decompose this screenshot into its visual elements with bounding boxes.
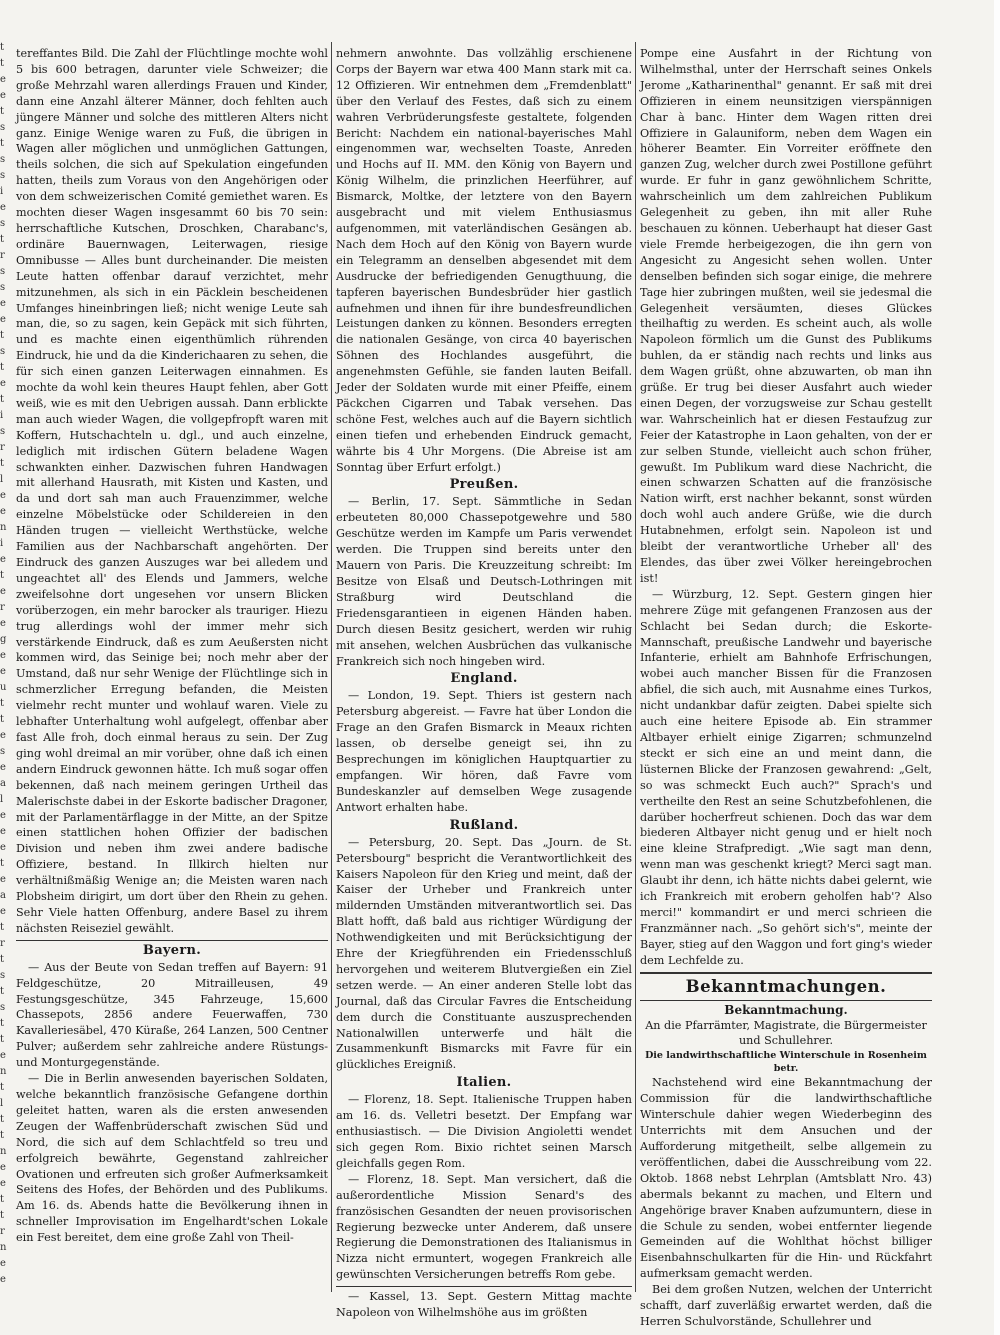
edge-char: i (0, 410, 4, 421)
section-divider (16, 940, 328, 941)
section-heading-bayern: Bayern. (142, 942, 202, 958)
edge-char: s (0, 970, 6, 981)
section-heading-russland: Rußland. (449, 817, 519, 833)
edge-char: e (0, 1162, 6, 1173)
edge-char: n (0, 522, 7, 533)
edge-char: e (0, 1274, 6, 1285)
edge-char: s (0, 218, 6, 229)
edge-char: a (0, 778, 6, 789)
edge-char: t (0, 394, 5, 405)
edge-char: t (0, 1082, 5, 1093)
edge-char: e (0, 842, 6, 853)
article-paragraph: — Die in Berlin anwesenden bayerischen Soldaten, welche bekanntlich französische Gefangene dorthin geleitet hatten, waren als die ersten anwesenden Zeugen der Waffenbrüderschaft zwischen Süd und Nord, die sich auf dem Schlachtfeld so treu und erfolgreich bewährte, Gegenstand zahlreicher Ovationen und erfreuten sich großer Aufmerksamkeit Seitens des Hofes, der Behörden und des Publikums. Am 16. ds. Abends hatte die Bevölkerung ihnen in schneller Improvisation im Engelhardt'schen Lokale ein Fest bereitet, dem eine große Zahl von Theil- (16, 1072, 328, 1245)
edge-char: r (0, 442, 5, 453)
edge-char: l (0, 794, 4, 805)
edge-char: s (0, 266, 6, 277)
edge-char: s (0, 426, 6, 437)
edge-char: t (0, 570, 5, 581)
section-divider (640, 1000, 932, 1001)
edge-char: e (0, 1258, 6, 1269)
edge-char: e (0, 74, 6, 85)
edge-char: a (0, 890, 6, 901)
edge-char: e (0, 90, 6, 101)
article-paragraph: Pompe eine Ausfahrt in der Richtung von Wilhelmsthal, unter der Herrschaft seines Onkels Jerome „Katharinenthal" genannt. Er saß mit drei Offizieren in einem neunsitzigen vierspännigen Char à banc. Hinter dem Wagen ritten drei Offiziere in Galauniform, neben dem Wagen ein höherer Beamter. Ein Vorreiter eröffnete den ganzen Zug, welcher durch zwei Postillone geführt wurde. Er fuhr in ganz gewöhnlichem Schritte, wahrscheinlich um dem zahlreichen Publikum Gelegenheit zu geben, ihn mit aller Ruhe beschauen zu können. Ueberhaupt hat dieser Gast viele Fremde herbeigezogen, die ihn gern von Angesicht zu Angesicht sehen wollen. Unter denselben befinden sich sogar einige, die mehrere Tage hier zubringen mußten, weil sie jedesmal die Gelegenheit versäumten, dieses Glückes theilhaftig zu werden. Es scheint auch, als wolle Napoleon förmlich um die Gunst des Publikums buhlen, da er ständig nach rechts und links aus dem Wagen grüßt, ohne abzuwarten, ob man ihn grüße. Er trug bei dieser Ausfahrt auch wieder einen Degen, der vorzugsweise zur Schau gestellt war. Wahrscheinlich hat er diesen Festaufzug zur Feier der Katastrophe in Laon gehalten, von der er zur selben Stunde, vielleicht auch schon früher, gewußt. Im Publikum ward diese Nachricht, die einen schwarzen Schatten auf die französische Nation wirft, erst nachher bekannt, sonst würden doch wohl auch andere Grüße, wie die durch Hutabnehmen, erfolgt sein. Napoleon ist und bleibt der verantwortliche Urheber all' des Elendes, das über zwei Völker hereingebrochen ist! (640, 47, 932, 585)
edge-char: t (0, 106, 5, 117)
edge-char: t (0, 714, 5, 725)
column-2 (336, 46, 632, 1320)
edge-char: e (0, 298, 6, 309)
notice-paragraph: Nachstehend wird eine Bekanntmachung der Commission für die landwirthschaftliche Winterschule dahier wegen Wiederbeginn des Unterrichts mit dem Ansuchen und der Aufforderung mitgetheilt, selbe allgemein zu veröffentlichen, dabei die Ausschreibung vom 22. Oktob. 1868 nebst Lehrplan (Amtsblatt Nro. 43) abermals bekannt zu machen, und Eltern und Angehörige braver Knaben aufzumuntern, diese in die Schule zu senden, wobei entfernter liegende Gemeinden auf die Wohlthat höchst billiger Eisenbahnschulkarten für die Hin- und Rückfahrt aufmerksam gemacht werden. (640, 1076, 932, 1281)
column-1 (16, 46, 328, 1282)
edge-char: s (0, 746, 6, 757)
previous-page-edge (0, 40, 14, 1300)
notice-addressee: An die Pfarrämter, Magistrate, die Bürgermeister und Schullehrer. (645, 1018, 927, 1048)
edge-char: e (0, 314, 6, 325)
article-paragraph: — Berlin, 17. Sept. Sämmtliche in Sedan erbeuteten 80,000 Chassepotgewehre und 580 Geschütze werden im Kampfe um Paris verwendet werden. Die Truppen sind bereits unter den Mauern von Paris. Die Kreuzzeitung schreibt: Im Besitze von Elsaß und Deutsch-Lothringen mit Straßburg wird Deutschland die Friedensgarantieen in eigenen Händen haben. Durch diesen Besitz gesichert, werden wir ruhig mit ansehen, welchen Ausbrüchen das vulkanische Frankreich sich noch hingeben wird. (336, 495, 632, 668)
notice-subject: Die landwirthschaftliche Winterschule in Rosenheim betr. (645, 1050, 927, 1075)
edge-char: n (0, 1066, 7, 1077)
edge-char: n (0, 1146, 7, 1157)
edge-char: e (0, 1050, 6, 1061)
edge-char: e (0, 906, 6, 917)
edge-char: s (0, 1002, 6, 1013)
edge-char: e (0, 618, 6, 629)
article-paragraph: — Florenz, 18. Sept. Man versichert, daß die außerordentliche Mission Senard's des französischen Gesandten der neuen provisorischen Regierung bezwecke unter Anderem, daß unsere Regierung die Demonstrationen des Italianismus in Nizza nicht ermuntert, wogegen Frankreich alle gewünschten Versicherungen betreffs Rom gebe. (336, 1172, 632, 1282)
edge-char: r (0, 1226, 5, 1237)
edge-char: l (0, 1098, 4, 1109)
edge-char: t (0, 1130, 5, 1141)
edge-char: e (0, 650, 6, 661)
edge-char: r (0, 250, 5, 261)
edge-char: t (0, 954, 5, 965)
edge-char: t (0, 1114, 5, 1125)
edge-char: t (0, 1194, 5, 1205)
edge-char: e (0, 586, 6, 597)
edge-char: n (0, 1242, 7, 1253)
edge-char: i (0, 538, 4, 549)
edge-char: i (0, 186, 4, 197)
notice-heading: Bekanntmachung. (724, 1002, 848, 1017)
edge-char: t (0, 858, 5, 869)
edge-char: e (0, 378, 6, 389)
edge-char: t (0, 1210, 5, 1221)
edge-char: e (0, 826, 6, 837)
edge-char: e (0, 874, 6, 885)
article-paragraph: nehmern anwohnte. Das vollzählig erschienene Corps der Bayern war etwa 400 Mann stark mit ca. 12 Offizieren. Wir entnehmen dem „Fremdenblatt" über den Verlauf des Festes, daß sich zu einem wahren Verbrüderungsfeste gestaltete, folgenden Bericht: Nachdem ein national-bayerisches Mahl eingenommen war, wechselten Toaste, Anreden und Hochs auf II. MM. den König von Bayern und König Wilhelm, die prinzlichen Heerführer, auf Bismarck, Moltke, der letztere von den Bayern ausgebracht und mit vielem Enthusiasmus aufgenommen, mit vaterländischen Gesängen ab. Nach dem Hoch auf den König von Bayern wurde ein Telegramm an denselben abgesendet mit dem Ausdrucke der befriedigenden Genugthuung, die tapferen bayerischen Bundesbrüder hier gastlich aufnehmen und ihnen für ihre bundesfreundlichen Leistungen danken zu können. Besonders erregten die nationalen Gesänge, von circa 40 bayerischen Söhnen des Hochlandes ausgeführt, die angenehmsten Gefühle, sie fanden lauten Beifall. Jeder der Soldaten wurde mit einer Pfeiffe, einem Päckchen Cigarren und Tabak versehen. Das schöne Fest, welches auch auf die Bayern sichtlich einen tiefen und erhebenden Eindruck gemacht, währte bis 4 Uhr Morgens. (Die Abreise ist am Sonntag über Erfurt erfolgt.) (336, 47, 632, 474)
column-rule (635, 42, 636, 1292)
edge-char: s (0, 170, 6, 181)
edge-char: s (0, 154, 6, 165)
article-paragraph: tereffantes Bild. Die Zahl der Flüchtlinge mochte wohl 5 bis 600 betragen, darunter viele Schweizer; die große Mehrzahl waren allerdings Frauen und Kinder, dann eine Anzahl älterer Männer, doch fehlten auch jüngere Männer und solche des mittleren Alters nicht ganz. Einige Wenige waren zu Fuß, die übrigen in Wagen aller möglichen und unmöglichen Gattungen, theils solchen, die sich auf Spekulation eingefunden hatten, theils zum Voraus von den Angehörigen oder von dem schweizerischen Comité gemiethet waren. Es mochten dieser Wagen insgesammt 60 bis 70 sein: herrschaftliche Kutschen, Droschken, Charabanc's, ordinäre Bauernwagen, Leiterwagen, riesige Omnibusse — Alles bunt durcheinander. Die meisten Leute hatten offenbar darauf verzichtet, mehr mitzunehmen, als sich in ein Päcklein bescheidenen Umfanges hineinbringen ließ; nicht wenige Leute sah man, die, so zu sagen, kein Gepäck mit sich führten, und es machte einen eigenthümlich rührenden Eindruck, hie und da die Kinderichaaren zu sehen, die für sich einen ganzen Leiterwagen einnahmen. Es mochte da wohl kein theures Haupt fehlen, aber Gott weiß, wie es mit den Uebrigen aussah. Dann erblickte man auch wieder Wagen, die vollgepfropft waren mit Koffern, Hutschachteln u. dgl., und auch einzelne, lediglich mit irdischen Gütern beladene Wagen schwankten einher. Dazwischen fuhren Handwagen mit allerhand Hausrath, mit Kisten und Kasten, und da und dort sah man auch Frauenzimmer, welche einzelne Möbelstücke oder Schildereien in den Händen trugen — vielleicht Werthstücke, welche Familien aus der Nachbarschaft angehörten. Der Eindruck des ganzen Auszuges war bei alledem und ungeachtet all' des Elends und Jammers, welche zweifelsohne dort ungesehen vor unsern Blicken vorüberzogen, ein mehr barocker als trauriger. Hiezu trug allerdings wohl der immer mehr sich verstärkende Eindruck, daß es zum Aeußersten nicht kommen wird, das Seinige bei; noch mehr aber der Umstand, daß nur sehr Wenige der Flüchtlinge sich in schmerzlicher Erregung befanden, die Meisten vielmehr recht munter und wohlauf waren. Viele zu lebhafter Unterhaltung wohl aufgelegt, offenbar aber fast Alle froh, doch einmal heraus zu sein. Der Zug ging wohl dreimal an mir vorüber, ohne daß ich einen andern Eindruck gewonnen hätte. Ich muß sogar offen bekennen, daß nach meinem geringen Urtheil das Malerischste dabei in der Eskorte badischer Dragoner, mit der Parlamentärflagge in der Mitte, an der Spitze einen stattlichen hohen Offizier der badischen Division und neben ihm zwei andere badische Offiziere, bestand. In Illkirch hielten nur verhältnißmäßig Wenige an; die Meisten waren nach Plobsheim dirigirt, um dort über den Rhein zu gehen. Sehr Viele hatten Offenburg, andere Basel zu ihrem nächsten Reiseziel gewählt. (16, 47, 328, 935)
edge-char: e (0, 506, 6, 517)
article-paragraph: — Petersburg, 20. Sept. Das „Journ. de St. Petersbourg" bespricht die Verantwortlichkeit des Kaisers Napoleon für den Krieg und meint, daß der Kaiser der Urheber und Frankreich unter mildernden Umständen mitverantwortlich sei. Das Blatt hofft, daß bald aus richtiger Würdigung der Nothwendigkeiten und mit Berücksichtigung der Ehre der Kriegführenden ein Friedensschluß hervorgehen und weiterem Blutvergießen ein Ziel setzen werde. — An einer anderen Stelle lobt das Journal, daß das Circular Favres die Entscheidung dem durch die Constituante auszusprechenden Nationalwillen unterwerfe und hält die Zusammenkunft Bismarcks mit Favre für ein glückliches Ereigniß. (336, 835, 632, 1072)
edge-char: l (0, 474, 4, 485)
edge-char: t (0, 330, 5, 341)
edge-char: r (0, 938, 5, 949)
edge-char: t (0, 1034, 5, 1045)
edge-char: t (0, 1018, 5, 1029)
edge-char: t (0, 458, 5, 469)
section-heading-bekanntmachungen: Bekanntmachungen. (685, 976, 887, 996)
edge-char: t (0, 138, 5, 149)
edge-char: t (0, 922, 5, 933)
section-heading-preussen: Preußen. (449, 477, 519, 493)
article-paragraph: — Florenz, 18. Sept. Italienische Truppen haben am 16. ds. Velletri besetzt. Der Empfang war enthusiastisch. — Die Division Angioletti wendet sich gegen Rom. Bixio richtet seinen Marsch gleichfalls gegen Rom. (336, 1093, 632, 1170)
edge-char: t (0, 58, 5, 69)
article-paragraph: — Kassel, 13. Sept. Gestern Mittag machte Napoleon von Wilhelmshöhe aus im größten (336, 1290, 632, 1320)
column-rule (331, 42, 332, 1292)
section-divider (336, 1286, 632, 1287)
edge-char: s (0, 346, 6, 357)
edge-char: u (0, 682, 7, 693)
edge-char: e (0, 666, 6, 677)
edge-char: s (0, 282, 6, 293)
section-divider (640, 972, 932, 974)
edge-char: e (0, 730, 6, 741)
edge-char: e (0, 810, 6, 821)
edge-char: e (0, 1178, 6, 1189)
edge-char: g (0, 634, 7, 645)
edge-char: e (0, 202, 6, 213)
section-heading-italien: Italien. (456, 1075, 512, 1091)
edge-char: r (0, 602, 5, 613)
edge-char: t (0, 362, 5, 373)
edge-char: t (0, 42, 5, 53)
edge-char: e (0, 762, 6, 773)
column-3 (640, 46, 932, 1328)
edge-char: e (0, 554, 6, 565)
article-paragraph: — London, 19. Sept. Thiers ist gestern nach Petersburg abgereist. — Favre hat über London die Frage an den Grafen Bismarck in Meaux richten lassen, ob derselbe geneigt sei, ihn zu Besprechungen im königlichen Hauptquartier zu empfangen. Wir hören, daß Favre vom Bundeskanzler auf demselben Wege zusagende Antwort erhalten habe. (336, 689, 632, 814)
notice-paragraph: Bei dem großen Nutzen, welchen der Unterricht schafft, darf zuverläßig erwartet werden, daß die Herren Schulvorstände, Schullehrer und (640, 1283, 932, 1328)
section-heading-england: England. (450, 671, 518, 687)
edge-char: e (0, 490, 6, 501)
edge-char: t (0, 698, 5, 709)
article-paragraph: — Aus der Beute von Sedan treffen auf Bayern: 91 Feldgeschütze, 20 Mitrailleusen, 49 Festungsgeschütze, 345 Fahrzeuge, 15,600 Chassepots, 2856 andere Feuerwaffen, 730 Kavalleriesäbel, 470 Küraße, 264 Lanzen, 500 Centner Pulver; außerdem sehr zahlreiche andere Rüstungs- und Monturgegenstände. (16, 960, 328, 1070)
edge-char: t (0, 234, 5, 245)
edge-char: t (0, 986, 5, 997)
edge-char: s (0, 122, 6, 133)
article-paragraph: — Würzburg, 12. Sept. Gestern gingen hier mehrere Züge mit gefangenen Franzosen aus der Schlacht bei Sedan durch; die Eskorte-Mannschaft, preußische Landwehr und bayerische Infanterie, erhielt am Bahnhofe Erfrischungen, wobei auch mancher Bissen für die Franzosen abfiel, die sich auch, mit Ausnahme eines Turkos, nicht undankbar dafür zeigten. Dabei spielte sich auch eine heitere Episode ab. Ein strammer Altbayer erhielt einige Zigarren; schmunzelnd steckt er sich eine an und meint dann, die lüsternen Blicke der Franzosen gewahrend: „Gelt, so was schmeckt Euch auch?" Sprach's und vertheilte den Rest an seine Schutzbefohlenen, die darüber hocherfreut schienen. Doch das war dem biederen Altbayer nicht genug und er hielt noch eine kleine Strafpredigt. „Wie sagt man denn, wenn man was geschenkt kriegt? Merci sagt man. Glaubt ihr denn, ich hätte nichts dabei gelernt, wie ich Frankreich mit erobern geholfen hab'? Also merci!" kommandirt er und merci schrieen die Franzmänner nach. „So gehört sich's", meinte der Bayer, stieg auf den Waggon und fort ging's wieder dem Lechfelde zu. (640, 587, 932, 967)
col1-body (16, 46, 328, 937)
page-right-margin (994, 0, 1000, 1335)
